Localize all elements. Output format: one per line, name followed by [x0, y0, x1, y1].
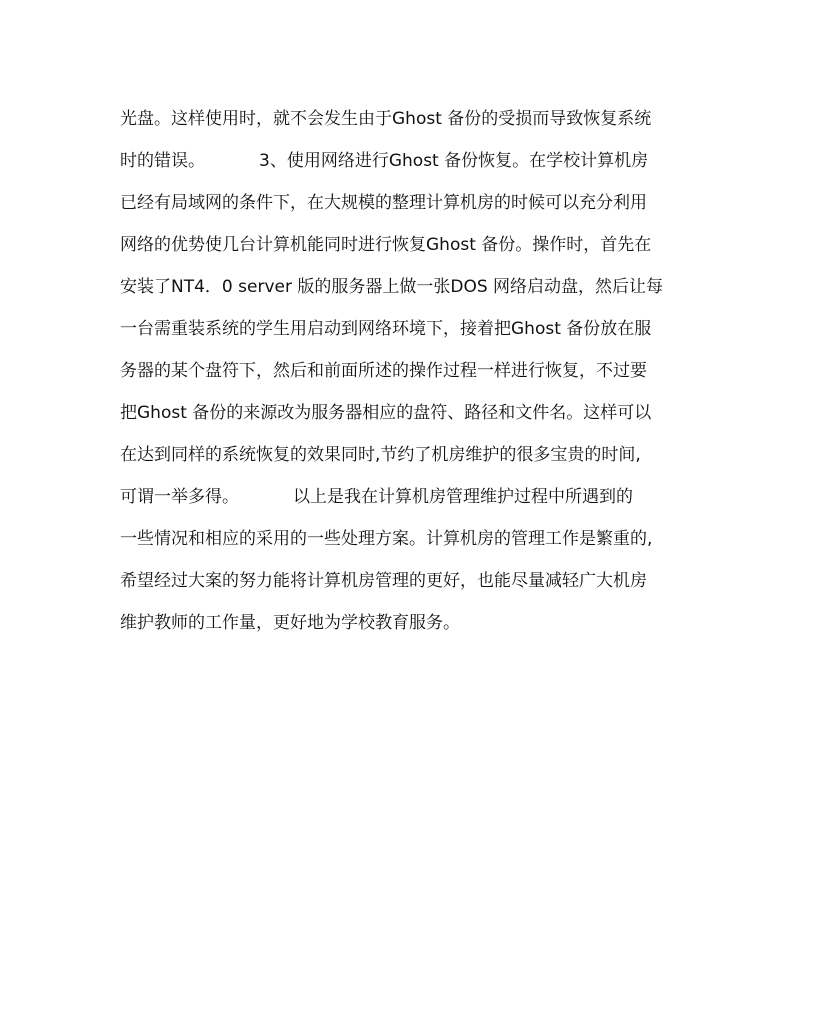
- text-line-1: 光盘。这样使用时，就不会发生由于Ghost 备份的受损而导致恢复系统: [120, 109, 652, 129]
- body-text: [120, 98, 700, 644]
- text-line-5: 安装了NT4．0 server 版的服务器上做一张DOS 网络启动盘，然后让每: [120, 277, 664, 297]
- text-line-6: 一台需重装系统的学生用启动到网络环境下，接着把Ghost 备份放在服: [120, 319, 652, 339]
- text-line-7: 务器的某个盘符下，然后和前面所述的操作过程一样进行恢复，不过要: [120, 361, 647, 381]
- text-line-9: 在达到同样的系统恢复的效果同时,节约了机房维护的很多宝贵的时间,: [120, 445, 641, 465]
- text-line-12: 希望经过大案的努力能将计算机房管理的更好，也能尽量减轻广大机房: [120, 571, 647, 591]
- text-line-11: 一些情况和相应的采用的一些处理方案。计算机房的管理工作是繁重的,: [120, 529, 653, 549]
- text-line-2: 时的错误。 3、使用网络进行Ghost 备份恢复。在学校计算机房: [120, 151, 649, 171]
- text-line-10: 可谓一举多得。 以上是我在计算机房管理维护过程中所遇到的: [120, 487, 634, 507]
- text-line-3: 已经有局域网的条件下，在大规模的整理计算机房的时候可以充分利用: [120, 193, 647, 213]
- text-line-13: 维护教师的工作量，更好地为学校教育服务。: [120, 613, 460, 633]
- text-line-8: 把Ghost 备份的来源改为服务器相应的盘符、路径和文件名。这样可以: [120, 403, 652, 423]
- text-line-4: 网络的优势使几台计算机能同时进行恢复Ghost 备份。操作时，首先在: [120, 235, 652, 255]
